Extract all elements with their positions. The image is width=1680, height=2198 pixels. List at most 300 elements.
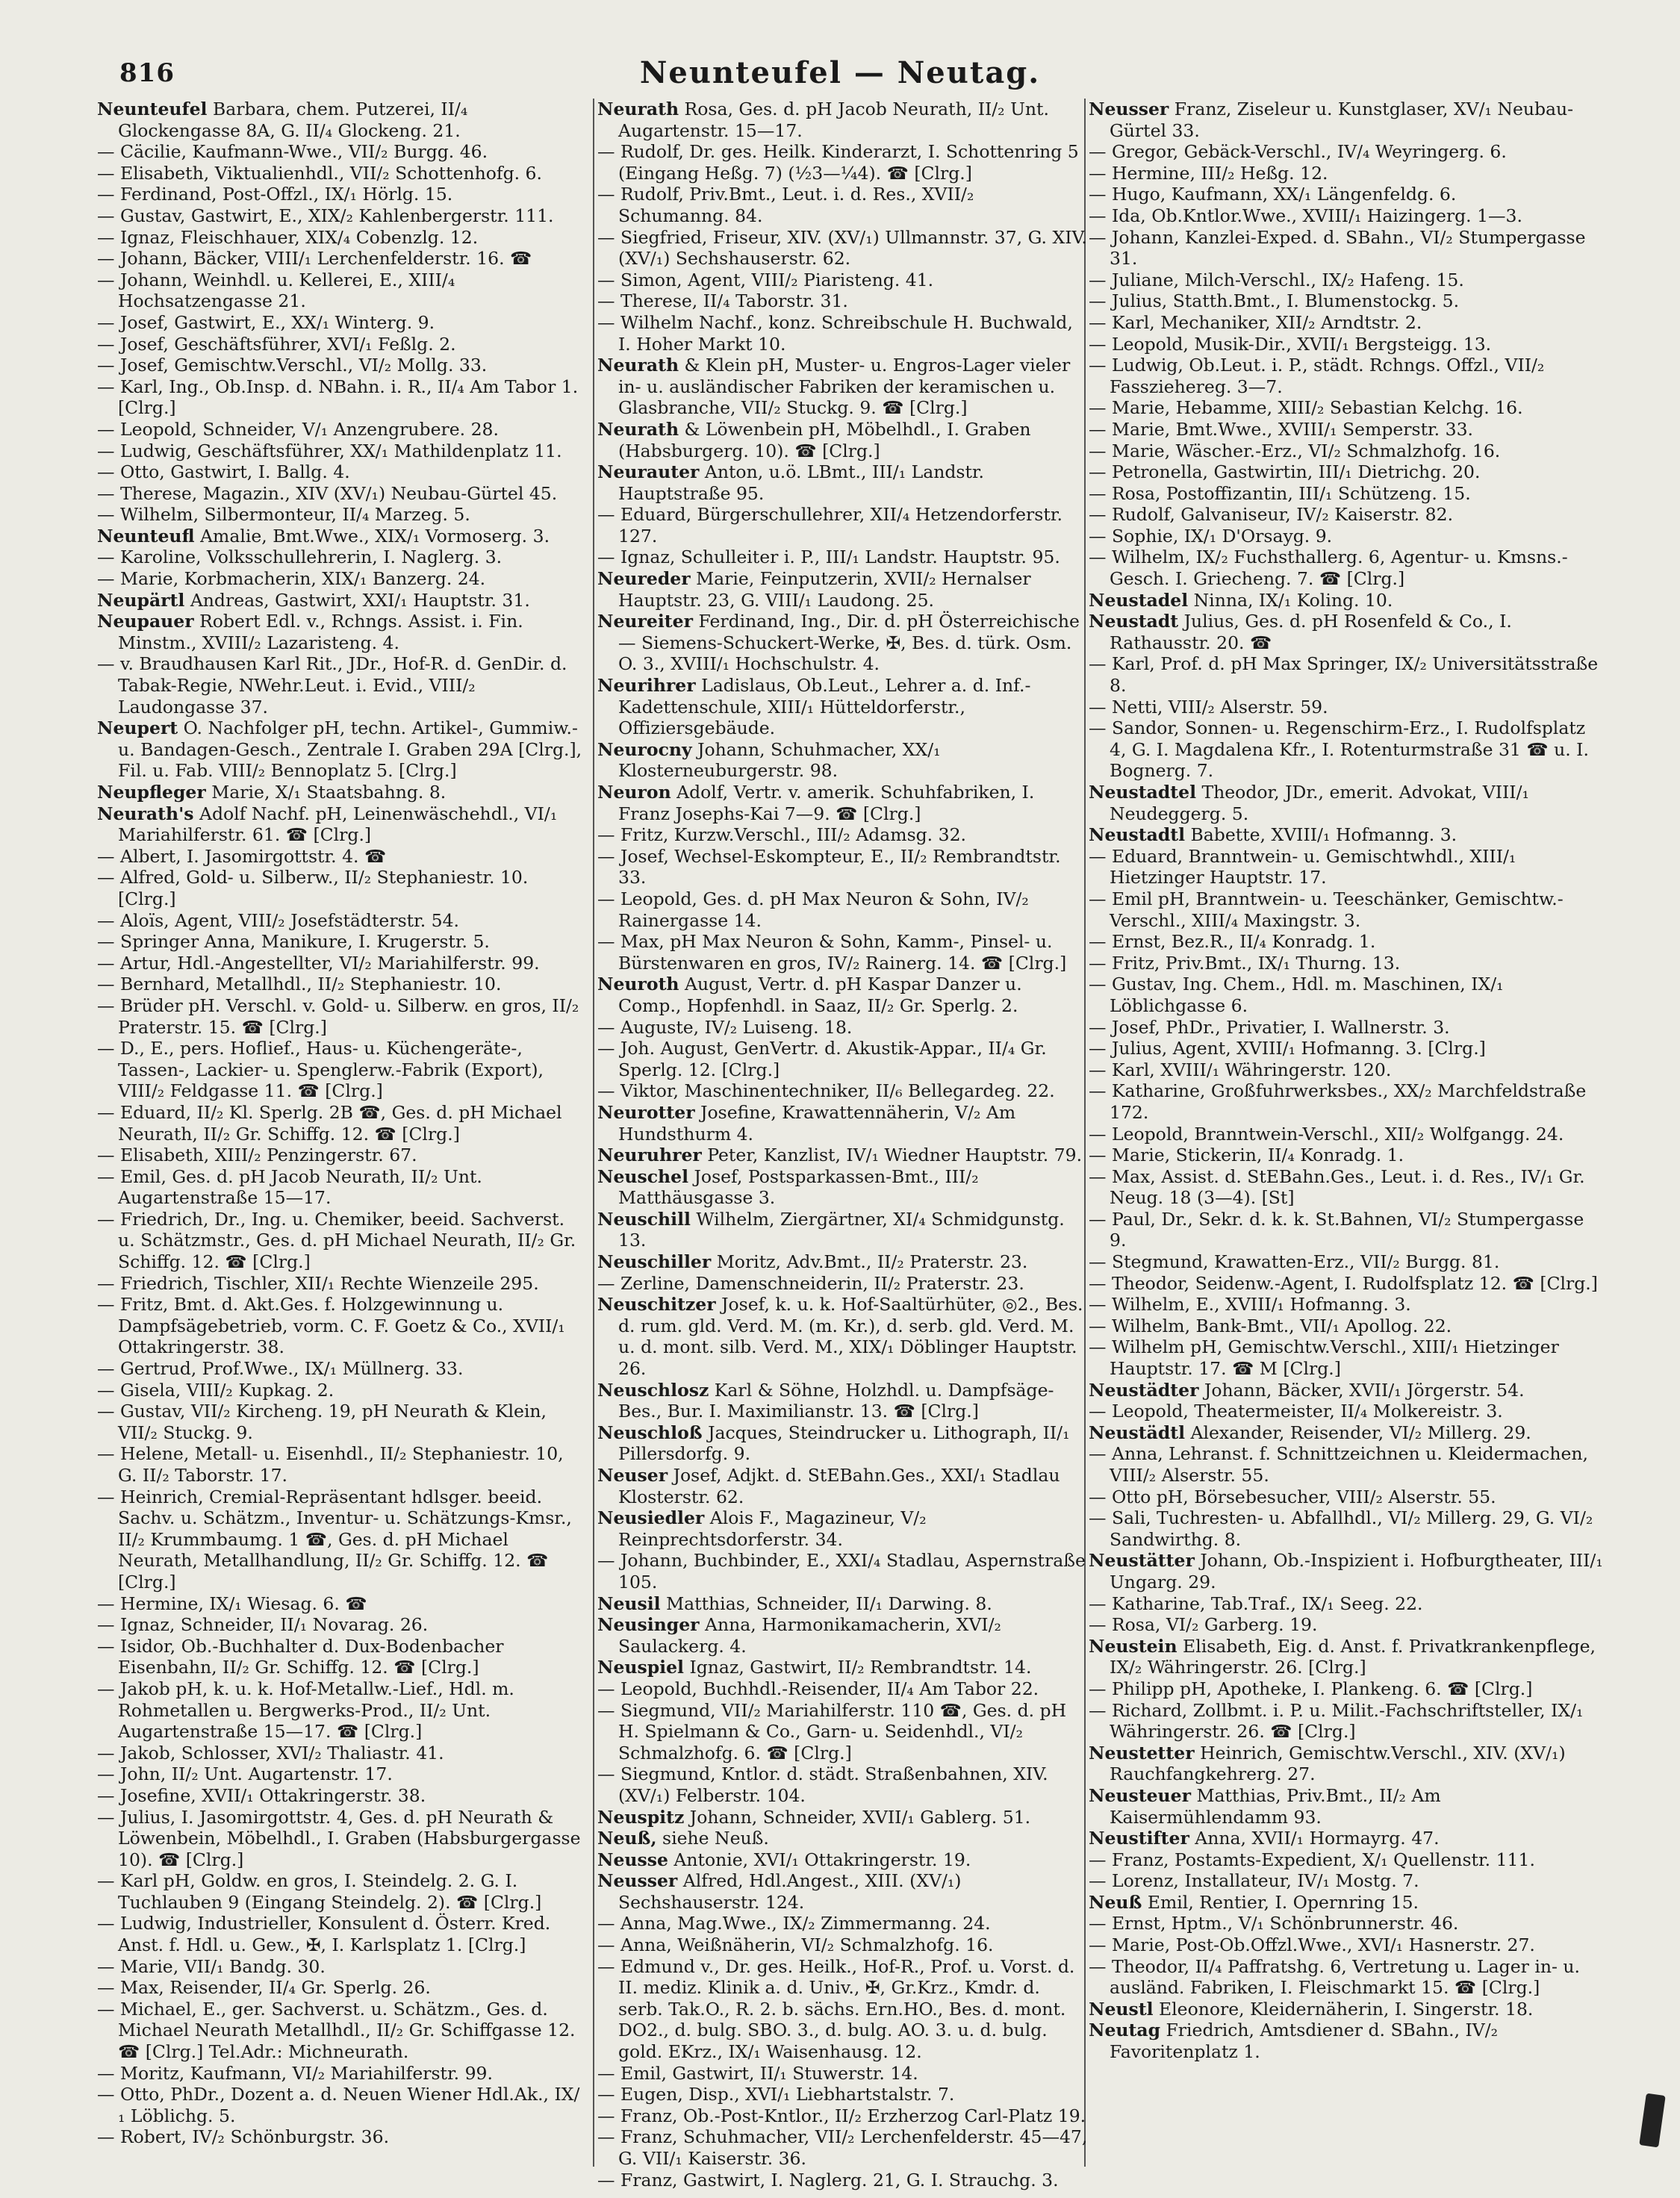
directory-entry: [597, 1209, 1090, 1251]
entry-text: Karl & Söhne, Holzhdl. u. Dampfsäge-Bes., Bur. I. Maximilianstr. 13. ☎ [Clrg.]: [618, 1379, 1054, 1422]
entry-surname: Neustadt: [1089, 611, 1179, 632]
directory-entry: [1089, 440, 1604, 462]
entry-text: Julius, Ges. d. pH Rosenfeld & Co., I. Rathausstr. 20. ☎: [1110, 611, 1512, 653]
directory-entry: [97, 312, 582, 334]
directory-entry: [1089, 1700, 1604, 1743]
directory-entry: [97, 376, 582, 419]
entry-text: — Eduard, Bürgerschullehrer, XII/₄ Hetzendorferstr. 127.: [597, 504, 1063, 547]
entry-text: Matthias, Schneider, II/₁ Darwing. 8.: [660, 1593, 992, 1614]
directory-entry: [597, 1550, 1090, 1593]
directory-entry: [597, 141, 1090, 184]
directory-entry: [97, 1743, 582, 1764]
directory-entry: [1089, 1849, 1604, 1871]
entry-surname: Neurath's: [97, 803, 194, 824]
entry-text: — Eugen, Disp., XVI/₁ Liebhartstalstr. 7.: [597, 2084, 955, 2105]
directory-entry: [597, 846, 1090, 888]
entry-text: — Karl, XVIII/₁ Währingerstr. 120.: [1089, 1059, 1392, 1080]
directory-entry: [1089, 526, 1604, 547]
directory-entry: [97, 334, 582, 355]
column-3: [1089, 99, 1604, 2159]
directory-entry: [97, 483, 582, 505]
directory-entry: [97, 141, 582, 163]
directory-entry: [97, 1763, 582, 1785]
entry-text: Eleonore, Kleidernäherin, I. Singerstr. 18.: [1153, 1998, 1534, 2020]
directory-entry: [1089, 419, 1604, 440]
directory-entry: [1089, 1380, 1604, 1401]
entry-text: — Elisabeth, XIII/₂ Penzingerstr. 67.: [97, 1145, 417, 1166]
entry-text: — Eduard, II/₂ Kl. Sperlg. 2B ☎, Ges. d. pH Michael Neurath, II/₂ Gr. Schiffg. 12. ☎ [Clrg.]: [97, 1101, 562, 1145]
directory-entry: [1089, 1294, 1604, 1316]
entry-surname: Neuroth: [597, 974, 679, 995]
entry-text: Andreas, Gastwirt, XXI/₁ Hauptstr. 31.: [184, 589, 530, 611]
directory-entry: [1089, 590, 1604, 611]
directory-entry: [597, 1956, 1090, 2063]
entry-surname: Neuschiller: [597, 1251, 712, 1273]
directory-entry: [97, 1294, 582, 1358]
entry-text: — Aloïs, Agent, VIII/₂ Josefstädterstr. 54.: [97, 909, 460, 931]
entry-surname: Neusteuer: [1089, 1784, 1191, 1806]
entry-text: — Julius, Statth.Bmt., I. Blumenstockg. 5.: [1089, 290, 1460, 312]
entry-surname: Neustädter: [1089, 1379, 1199, 1401]
entry-text: Matthias, Priv.Bmt., II/₂ Am Kaisermühlendamm 93.: [1110, 1784, 1441, 1828]
directory-entry: [597, 270, 1090, 291]
entry-text: — Gustav, Ing. Chem., Hdl. m. Maschinen, IX/₁ Löblichgasse 6.: [1089, 974, 1504, 1016]
entry-text: Marie, Feinputzerin, XVII/₂ Hernalser Hauptstr. 23, G. VIII/₁ Laudong. 25.: [618, 568, 1031, 611]
entry-text: — Ignaz, Fleischhauer, XIX/₄ Cobenzlg. 12.: [97, 226, 479, 248]
directory-entry: [597, 1465, 1090, 1507]
entry-text: — Rosa, VI/₂ Garberg. 19.: [1089, 1614, 1318, 1636]
entry-text: — Gertrud, Prof.Wwe., IX/₁ Müllnerg. 33.: [97, 1358, 464, 1380]
entry-surname: Neupärtl: [97, 589, 185, 611]
entry-surname: Neuron: [597, 782, 671, 803]
entry-text: Josef, Postsparkassen-Bmt., III/₂ Matthäusgasse 3.: [618, 1165, 979, 1209]
entry-text: — Ludwig, Industrieller, Konsulent d. Österr. Kred. Anst. f. Hdl. u. Gew., ✠, I. Karlsplatz 1. [Clrg.]: [97, 1913, 551, 1956]
entry-text: — Josefine, XVII/₁ Ottakringerstr. 38.: [97, 1784, 426, 1806]
entry-text: — Wilhelm, Silbermonteur, II/₄ Marzeg. 5.: [97, 504, 470, 526]
directory-entry: [597, 290, 1090, 312]
directory-entry: [1089, 547, 1604, 589]
entry-surname: Neustadtel: [1089, 782, 1196, 803]
directory-entry: [97, 227, 582, 249]
entry-text: — Friedrich, Tischler, XII/₁ Rechte Wienzeile 295.: [97, 1272, 539, 1294]
entry-surname: Neusser: [1089, 99, 1169, 119]
directory-entry: [97, 163, 582, 184]
entry-text: — Siegmund, VII/₂ Mariahilferstr. 110 ☎, Ges. d. pH H. Spielmann & Co., Garn- u. Seidenhdl., VI/₂ Schmalzhofg. 6. ☎ [Clrg.]: [597, 1699, 1067, 1763]
entry-surname: Neurauter: [597, 461, 700, 483]
entry-text: Josef, k. u. k. Hof-Saaltürhüter, ◎2., Bes. d. rum. gld. Verd. M. (m. Kr.), d. serb. gld. Verd. M. u. d. mont. silb. Verd. M., XIX/₁ Döblinger Hauptstr. 26.: [618, 1294, 1083, 1380]
entry-text: — Petronella, Gastwirtin, III/₁ Dietrichg. 20.: [1089, 461, 1481, 483]
directory-entry: [97, 504, 582, 526]
entry-text: Ladislaus, Ob.Leut., Lehrer a. d. Inf.-Kadettenschule, XIII/₁ Hütteldorferstr., Offiziersgebäude.: [618, 675, 1031, 739]
directory-entry: [97, 1102, 582, 1145]
entry-text: — Rudolf, Priv.Bmt., Leut. i. d. Res., XVII/₂ Schumanng. 84.: [597, 184, 974, 226]
directory-entry: [97, 2084, 582, 2126]
directory-entry: [597, 1807, 1090, 1828]
entry-text: — Johann, Bäcker, VIII/₁ Lerchenfelderstr. 16. ☎: [97, 248, 532, 270]
directory-entry: [597, 1080, 1090, 1102]
entry-surname: Neurotter: [597, 1101, 695, 1123]
entry-surname: Neustein: [1089, 1635, 1177, 1657]
entry-text: — Wilhelm Nachf., konz. Schreibschule H. Buchwald, I. Hoher Markt 10.: [597, 311, 1073, 355]
entry-text: Peter, Kanzlist, IV/₁ Wiedner Hauptstr. 79.: [701, 1145, 1083, 1166]
entry-text: August, Vertr. d. pH Kaspar Danzer u. Comp., Hopfenhdl. in Saaz, II/₂ Gr. Sperlg. 2.: [618, 974, 1022, 1016]
entry-text: — Karl, Prof. d. pH Max Springer, IX/₂ Universitätsstraße 8.: [1089, 653, 1599, 697]
entry-text: — Therese, Magazin., XIV (XV/₁) Neubau-Gürtel 45.: [97, 482, 558, 504]
entry-text: — Gustav, VII/₂ Kircheng. 19, pH Neurath & Klein, VII/₂ Stuckg. 9.: [97, 1401, 547, 1443]
entry-text: Alois F., Magazineur, V/₂ Reinprechtsdorferstr. 34.: [618, 1507, 927, 1550]
running-head: Neunteufel — Neutag.: [639, 55, 1041, 90]
entry-text: Antonie, XVI/₁ Ottakringerstr. 19.: [668, 1849, 971, 1870]
directory-entry: [1089, 205, 1604, 227]
entry-surname: Neurath: [597, 355, 679, 376]
entry-text: — Hermine, IX/₁ Wiesag. 6. ☎: [97, 1593, 367, 1614]
entry-text: — Karoline, Volksschullehrerin, I. Naglerg. 3.: [97, 547, 503, 568]
entry-text: Ferdinand, Ing., Dir. d. pH Österreichische — Siemens-Schuckert-Werke, ✠, Bes. d. türk. Osm. O. 3., XVIII/₁ Hochschulstr. 4.: [618, 611, 1080, 675]
directory-entry: [597, 1934, 1090, 1956]
entry-text: Anton, u.ö. LBmt., III/₁ Landstr. Hauptstraße 95.: [618, 461, 985, 504]
entry-text: — Juliane, Milch-Verschl., IX/₂ Hafeng. 15.: [1089, 269, 1464, 290]
entry-surname: Neuß: [1089, 1891, 1142, 1913]
entry-surname: Neureiter: [597, 611, 693, 632]
directory-entry: [1089, 611, 1604, 653]
directory-entry: [1089, 1892, 1604, 1914]
directory-entry: [1089, 227, 1604, 270]
directory-entry: [597, 1593, 1090, 1615]
entry-text: Alexander, Reisender, VI/₂ Millerg. 29.: [1185, 1422, 1531, 1443]
directory-entry: [597, 1828, 1090, 1849]
directory-entry: [597, 888, 1090, 931]
directory-entry: [97, 1785, 582, 1807]
directory-entry: [1089, 1017, 1604, 1039]
directory-entry: [97, 846, 582, 868]
entry-text: — Marie, VII/₁ Bandg. 30.: [97, 1955, 326, 1977]
directory-entry: [1089, 1934, 1604, 1956]
directory-entry: [97, 526, 582, 547]
directory-entry: [97, 461, 582, 483]
directory-entry: [597, 739, 1090, 782]
entry-text: — Bernhard, Metallhdl., II/₂ Stephaniestr. 10.: [97, 974, 502, 995]
entry-text: — Jakob pH, k. u. k. Hof-Metallw.-Lief., Hdl. m. Rohmetallen u. Bergwerks-Prod., II/₂ Unt. Augartenstraße 15—17. ☎ [Clrg.]: [97, 1678, 514, 1743]
entry-text: — Marie, Korbmacherin, XIX/₁ Banzerg. 24.: [97, 568, 486, 590]
entry-text: Ninna, IX/₁ Koling. 10.: [1188, 589, 1393, 611]
directory-entry: [1089, 355, 1604, 397]
directory-entry: [1089, 824, 1604, 846]
directory-entry: [97, 1870, 582, 1913]
column-2: [597, 99, 1090, 2191]
directory-entry: [97, 355, 582, 376]
directory-entry: [1089, 653, 1604, 696]
entry-text: & Klein pH, Muster- u. Engros-Lager vieler in- u. ausländischer Fabriken der keramischen u. Glasbranche, VII/₂ Stuckg. 9. ☎ [Clrg.]: [618, 355, 1071, 419]
directory-entry: [1089, 1678, 1604, 1700]
entry-text: Johann, Schneider, XVII/₁ Gablerg. 51.: [684, 1806, 1031, 1828]
directory-entry: [97, 2126, 582, 2148]
directory-entry: [597, 312, 1090, 355]
column-1: [97, 99, 582, 2159]
directory-entry: [1089, 1913, 1604, 1934]
directory-entry: [1089, 461, 1604, 483]
directory-entry: [597, 611, 1090, 675]
directory-entry: [97, 1380, 582, 1401]
directory-entry: [1089, 483, 1604, 505]
entry-text: — Theodor, II/₄ Paffratshg. 6, Vertretung u. Lager in- u. ausländ. Fabriken, I. Fleischmarkt 15. ☎ [Clrg.]: [1089, 1955, 1580, 1999]
entry-text: — Cäcilie, Kaufmann-Wwe., VII/₂ Burgg. 46.: [97, 141, 488, 163]
directory-entry: [97, 611, 582, 653]
directory-entry: [1089, 846, 1604, 888]
entry-text: — Lorenz, Installateur, IV/₁ Mostg. 7.: [1089, 1870, 1419, 1892]
entry-text: Franz, Ziseleur u. Kunstglaser, XV/₁ Neubau-Gürtel 33.: [1110, 99, 1574, 141]
directory-entry: [97, 1038, 582, 1102]
entry-text: — v. Braudhausen Karl Rit., JDr., Hof-R. d. GenDir. d. Tabak-Regie, NWehr.Leut. i. Evid., VIII/₂ Laudongasse 37.: [97, 653, 567, 717]
directory-entry: [1089, 1251, 1604, 1273]
entry-surname: Neustädtl: [1089, 1422, 1186, 1443]
entry-surname: Neurocny: [597, 738, 692, 760]
entry-text: — Gregor, Gebäck-Verschl., IV/₄ Weyringerg. 6.: [1089, 141, 1507, 163]
entry-text: Josef, Adjkt. d. StEBahn.Ges., XXI/₁ Stadlau Klosterstr. 62.: [618, 1465, 1060, 1507]
entry-text: — Siegfried, Friseur, XIV. (XV/₁) Ullmannstr. 37, G. XIV. (XV/₁) Sechshauserstr. 62.: [597, 226, 1087, 270]
entry-text: — Hermine, III/₂ Heßg. 12.: [1089, 162, 1328, 184]
directory-entry: [1089, 1273, 1604, 1295]
directory-entry: [1089, 1636, 1604, 1678]
entry-text: — Michael, E., ger. Sachverst. u. Schätzm., Ges. d. Michael Neurath Metallhdl., II/₂ Gr. Schiffgasse 12. ☎ [Clrg.] Tel.Adr.: Michneurath.: [97, 1998, 576, 2063]
entry-surname: Neunteufl: [97, 525, 195, 547]
entry-text: — Netti, VIII/₂ Alserstr. 59.: [1089, 696, 1328, 717]
entry-text: — Fritz, Kurzw.Verschl., III/₂ Adamsg. 32.: [597, 824, 966, 846]
directory-entry: [597, 99, 1090, 141]
directory-entry: [1089, 1999, 1604, 2020]
directory-entry: [597, 1614, 1090, 1657]
directory-entry: [597, 1294, 1090, 1379]
entry-text: O. Nachfolger pH, techn. Artikel-, Gummiw.- u. Bandagen-Gesch., Zentrale I. Graben 29A [Clrg.], Fil. u. Fab. VIII/₂ Bennoplatz 5. [Clrg.]: [118, 717, 582, 782]
entry-text: — Wilhelm, E., XVIII/₁ Hofmanng. 3.: [1089, 1294, 1411, 1316]
entry-text: — Julius, Agent, XVIII/₁ Hofmanng. 3. [Clrg.]: [1089, 1038, 1486, 1059]
directory-entry: [1089, 1336, 1604, 1379]
entry-text: — Rudolf, Dr. ges. Heilk. Kinderarzt, I. Schottenring 5 (Eingang Heßg. 7) (½3—¼4). ☎ [Clrg.]: [597, 141, 1079, 184]
entry-text: — Sali, Tuchresten- u. Abfallhdl., VI/₂ Millerg. 29, G. VI/₂ Sandwirthg. 8.: [1089, 1507, 1593, 1550]
directory-entry: [597, 1507, 1090, 1550]
directory-entry: [597, 1913, 1090, 1934]
directory-entry: [597, 2063, 1090, 2085]
directory-entry: [1089, 697, 1604, 718]
entry-text: — Gustav, Gastwirt, E., XIX/₂ Kahlenbergerstr. 111.: [97, 205, 554, 226]
entry-text: Babette, XVIII/₁ Hofmanng. 3.: [1185, 824, 1457, 846]
directory-entry: [97, 717, 582, 782]
directory-entry: [597, 1657, 1090, 1678]
directory-entry: [97, 974, 582, 995]
directory-entry: [597, 1017, 1090, 1039]
entry-text: — Siegmund, Kntlor. d. städt. Straßenbahnen, XIV. (XV/₁) Felberstr. 104.: [597, 1763, 1048, 1806]
entry-surname: Neupfleger: [97, 782, 206, 803]
directory-entry: [597, 568, 1090, 611]
entry-text: — Moritz, Kaufmann, VI/₂ Mariahilferstr. 99.: [97, 2062, 493, 2084]
entry-surname: Neurath: [597, 99, 679, 119]
entry-text: — Rosa, Postoffizantin, III/₁ Schützeng. 15.: [1089, 482, 1471, 504]
directory-entry: [1089, 270, 1604, 291]
directory-entry: [97, 1209, 582, 1273]
directory-entry: [97, 1999, 582, 2063]
entry-text: — Wilhelm, IX/₂ Fuchsthallerg. 6, Agentur- u. Kmsns.-Gesch. I. Griecheng. 7. ☎ [Clrg.]: [1089, 547, 1568, 590]
entry-text: — Karl pH, Goldw. en gros, I. Steindelg. 2. G. I. Tuchlauben 9 (Eingang Steindelg. 2). ☎ [Clrg.]: [97, 1870, 542, 1913]
entry-text: — Leopold, Branntwein-Verschl., XII/₂ Wolfgangg. 24.: [1089, 1123, 1564, 1145]
directory-entry: [1089, 782, 1604, 824]
directory-entry: [1089, 1209, 1604, 1251]
entry-text: — Brüder pH. Verschl. v. Gold- u. Silberw. en gros, II/₂ Praterstr. 15. ☎ [Clrg.]: [97, 994, 579, 1038]
directory-entry: [97, 270, 582, 312]
entry-text: — D., E., pers. Hoflief., Haus- u. Küchengeräte-, Tassen-, Lackier- u. Spenglerw.-Fabrik (Export), VIII/₂ Feldgasse 11. ☎ [Clrg.]: [97, 1038, 544, 1102]
directory-entry: [597, 547, 1090, 568]
directory-entry: [1089, 290, 1604, 312]
entry-surname: Neuspitz: [597, 1806, 685, 1828]
directory-entry: [1089, 1422, 1604, 1444]
directory-entry: [1089, 717, 1604, 782]
directory-entry: [597, 2084, 1090, 2105]
directory-entry: [1089, 397, 1604, 419]
directory-entry: [97, 1593, 582, 1615]
entry-text: — Ernst, Hptm., V/₁ Schönbrunnerstr. 46.: [1089, 1913, 1459, 1934]
entry-text: Josefine, Krawattennäherin, V/₂ Am Hundsthurm 4.: [618, 1101, 1016, 1145]
directory-entry: [1089, 1038, 1604, 1059]
directory-entry: [1089, 99, 1604, 141]
directory-entry: [97, 1636, 582, 1678]
directory-entry: [97, 1678, 582, 1743]
directory-entry: [1089, 1486, 1604, 1508]
entry-text: — Josef, Geschäftsführer, XVI/₁ Feßlg. 2.: [97, 333, 456, 355]
entry-surname: Neustetter: [1089, 1742, 1195, 1763]
entry-surname: Neupert: [97, 717, 178, 739]
entry-surname: Neusil: [597, 1593, 661, 1614]
entry-surname: Neuspiel: [597, 1657, 684, 1678]
entry-surname: Neustadtl: [1089, 824, 1186, 846]
entry-text: — Gisela, VIII/₂ Kupkag. 2.: [97, 1379, 335, 1401]
entry-text: — Marie, Stickerin, II/₄ Konradg. 1.: [1089, 1145, 1404, 1166]
entry-text: — Leopold, Schneider, V/₁ Anzengrubere. 28.: [97, 418, 499, 440]
directory-entry: [97, 1614, 582, 1636]
entry-text: — John, II/₂ Unt. Augartenstr. 17.: [97, 1763, 393, 1785]
entry-text: — Johann, Kanzlei-Exped. d. SBahn., VI/₂ Stumpergasse 31.: [1089, 226, 1586, 270]
directory-entry: [1089, 1593, 1604, 1615]
directory-entry: [1089, 163, 1604, 184]
directory-entry: [97, 419, 582, 440]
entry-text: — Sophie, IX/₁ D'Orsayg. 9.: [1089, 525, 1333, 547]
entry-text: — Franz, Gastwirt, I. Naglerg. 21, G. I. Strauchg. 3.: [597, 2169, 1059, 2191]
entry-surname: Neutag: [1089, 2020, 1161, 2041]
entry-surname: Neustifter: [1089, 1828, 1189, 1849]
entry-surname: Neurath: [597, 418, 679, 440]
directory-entry: [597, 1678, 1090, 1700]
directory-entry: [1089, 334, 1604, 355]
directory-entry: [97, 1913, 582, 1955]
directory-entry: [97, 99, 582, 141]
directory-entry: [597, 1102, 1090, 1145]
entry-text: — Springer Anna, Manikure, I. Krugerstr. 5.: [97, 931, 490, 953]
directory-entry: [97, 248, 582, 270]
entry-text: — Leopold, Theatermeister, II/₄ Molkereistr. 3.: [1089, 1401, 1503, 1422]
entry-surname: Neuschel: [597, 1165, 689, 1187]
entry-text: — Paul, Dr., Sekr. d. k. k. St.Bahnen, VI/₂ Stumpergasse 9.: [1089, 1208, 1584, 1251]
entry-text: — Marie, Bmt.Wwe., XVIII/₁ Semperstr. 33.: [1089, 418, 1473, 440]
entry-text: — Leopold, Ges. d. pH Max Neuron & Sohn, IV/₂ Rainergasse 14.: [597, 888, 1029, 931]
entry-surname: Neuß,: [597, 1828, 657, 1849]
directory-entry: [1089, 1956, 1604, 1999]
directory-entry: [1089, 312, 1604, 334]
directory-entry: [1089, 184, 1604, 205]
directory-entry: [1089, 1785, 1604, 1828]
entry-surname: Neustadel: [1089, 589, 1189, 611]
entry-surname: Neuser: [597, 1465, 668, 1486]
entry-text: Heinrich, Gemischtw.Verschl., XIV. (XV/₁) Rauchfangkehrerg. 27.: [1110, 1742, 1566, 1785]
entry-text: Rosa, Ges. d. pH Jacob Neurath, II/₂ Unt. Augartenstr. 15—17.: [618, 99, 1049, 141]
directory-entry: [97, 1358, 582, 1380]
entry-text: — Anna, Weißnäherin, VI/₂ Schmalzhofg. 16.: [597, 1934, 994, 1956]
directory-entry: [597, 1273, 1090, 1295]
entry-surname: Neupauer: [97, 611, 194, 632]
entry-text: Anna, XVII/₁ Hormayrg. 47.: [1189, 1828, 1440, 1849]
directory-entry: [1089, 1614, 1604, 1636]
directory-entry: [97, 1401, 582, 1443]
entry-text: — Theodor, Seidenw.-Agent, I. Rudolfsplatz 12. ☎ [Clrg.]: [1089, 1272, 1598, 1294]
directory-entry: [597, 1380, 1090, 1422]
entry-text: Elisabeth, Eig. d. Anst. f. Privatkrankenpflege, IX/₂ Währingerstr. 26. [Clrg.]: [1110, 1635, 1596, 1678]
entry-surname: Neusiedler: [597, 1507, 705, 1529]
directory-entry: [97, 653, 582, 717]
entry-text: — Sandor, Sonnen- u. Regenschirm-Erz., I. Rudolfsplatz 4, G. I. Magdalena Kfr., I. Rotenturmstraße 31 ☎ u. I. Bognerg. 7.: [1089, 717, 1589, 782]
entry-text: Marie, X/₁ Staatsbahng. 8.: [205, 782, 447, 803]
directory-entry: [597, 1038, 1090, 1080]
entry-text: — Franz, Ob.-Post-Kntlor., II/₂ Erzherzog Carl-Platz 19.: [597, 2105, 1086, 2126]
directory-entry: [597, 1700, 1090, 1764]
directory-entry: [97, 205, 582, 227]
entry-surname: Neuschill: [597, 1208, 691, 1230]
entry-text: Barbara, chem. Putzerei, II/₄ Glockengasse 8A, G. II/₄ Glockeng. 21.: [118, 99, 468, 141]
entry-surname: Neustl: [1089, 1998, 1154, 2020]
entry-text: Friedrich, Amtsdiener d. SBahn., IV/₂ Favoritenplatz 1.: [1110, 2020, 1499, 2063]
entry-text: Johann, Ob.-Inspizient i. Hofburgtheater, III/₁ Ungarg. 29.: [1110, 1550, 1603, 1593]
column-rule: [593, 99, 594, 2167]
entry-text: — Marie, Hebamme, XIII/₂ Sebastian Kelchg. 16.: [1089, 397, 1523, 419]
entry-text: — Simon, Agent, VIII/₂ Piaristeng. 41.: [597, 269, 934, 290]
entry-text: — Artur, Hdl.-Angestellter, VI/₂ Mariahilferstr. 99.: [97, 952, 540, 974]
directory-entry: [97, 995, 582, 1038]
entry-text: — Wilhelm pH, Gemischtw.Verschl., XIII/₁ Hietzinger Hauptstr. 17. ☎ M [Clrg.]: [1089, 1336, 1559, 1380]
entry-text: — Ida, Ob.Kntlor.Wwe., XVIII/₁ Haizingerg. 1—3.: [1089, 205, 1522, 226]
entry-text: — Philipp pH, Apotheke, I. Plankeng. 6. ☎ [Clrg.]: [1089, 1678, 1533, 1699]
entry-text: — Joh. August, GenVertr. d. Akustik-Appar., II/₄ Gr. Sperlg. 12. [Clrg.]: [597, 1038, 1047, 1080]
entry-text: — Ludwig, Ob.Leut. i. P., städt. Rchngs. Offzl., VII/₂ Fassziehereg. 3—7.: [1089, 355, 1545, 397]
entry-text: — Wilhelm, Bank-Bmt., VII/₁ Apollog. 22.: [1089, 1315, 1452, 1336]
entry-text: — Zerline, Damenschneiderin, II/₂ Praterstr. 23.: [597, 1272, 1024, 1294]
entry-text: — Leopold, Buchhdl.-Reisender, II/₄ Am Tabor 22.: [597, 1678, 1039, 1699]
directory-entry: [1089, 1870, 1604, 1892]
directory-entry: [97, 867, 582, 909]
entry-text: — Ferdinand, Post-Offzl., IX/₁ Hörlg. 15.: [97, 184, 453, 205]
directory-entry: [97, 1977, 582, 1999]
directory-entry: [1089, 1443, 1604, 1486]
directory-entry: [597, 782, 1090, 824]
directory-entry: [597, 2126, 1090, 2169]
entry-text: — Otto, Gastwirt, I. Ballg. 4.: [97, 461, 350, 483]
entry-text: — Josef, Gastwirt, E., XX/₁ Winterg. 9.: [97, 311, 435, 333]
directory-entry: [1089, 2020, 1604, 2062]
entry-text: — Stegmund, Krawatten-Erz., VII/₂ Burgg. 81.: [1089, 1251, 1500, 1273]
entry-text: — Katharine, Großfuhrwerksbes., XX/₂ Marchfeldstraße 172.: [1089, 1080, 1587, 1123]
directory-entry: [97, 910, 582, 932]
entry-text: — Josef, Gemischtw.Verschl., VI/₂ Mollg. 33.: [97, 355, 488, 376]
entry-text: — Ignaz, Schulleiter i. P., III/₁ Landstr. Hauptstr. 95.: [597, 547, 1060, 568]
directory-entry: [597, 1251, 1090, 1273]
page-number: 816: [119, 58, 175, 88]
directory-entry: [597, 1422, 1090, 1465]
entry-surname: Neuruhrer: [597, 1145, 702, 1166]
entry-text: siehe Neuß.: [656, 1828, 769, 1849]
